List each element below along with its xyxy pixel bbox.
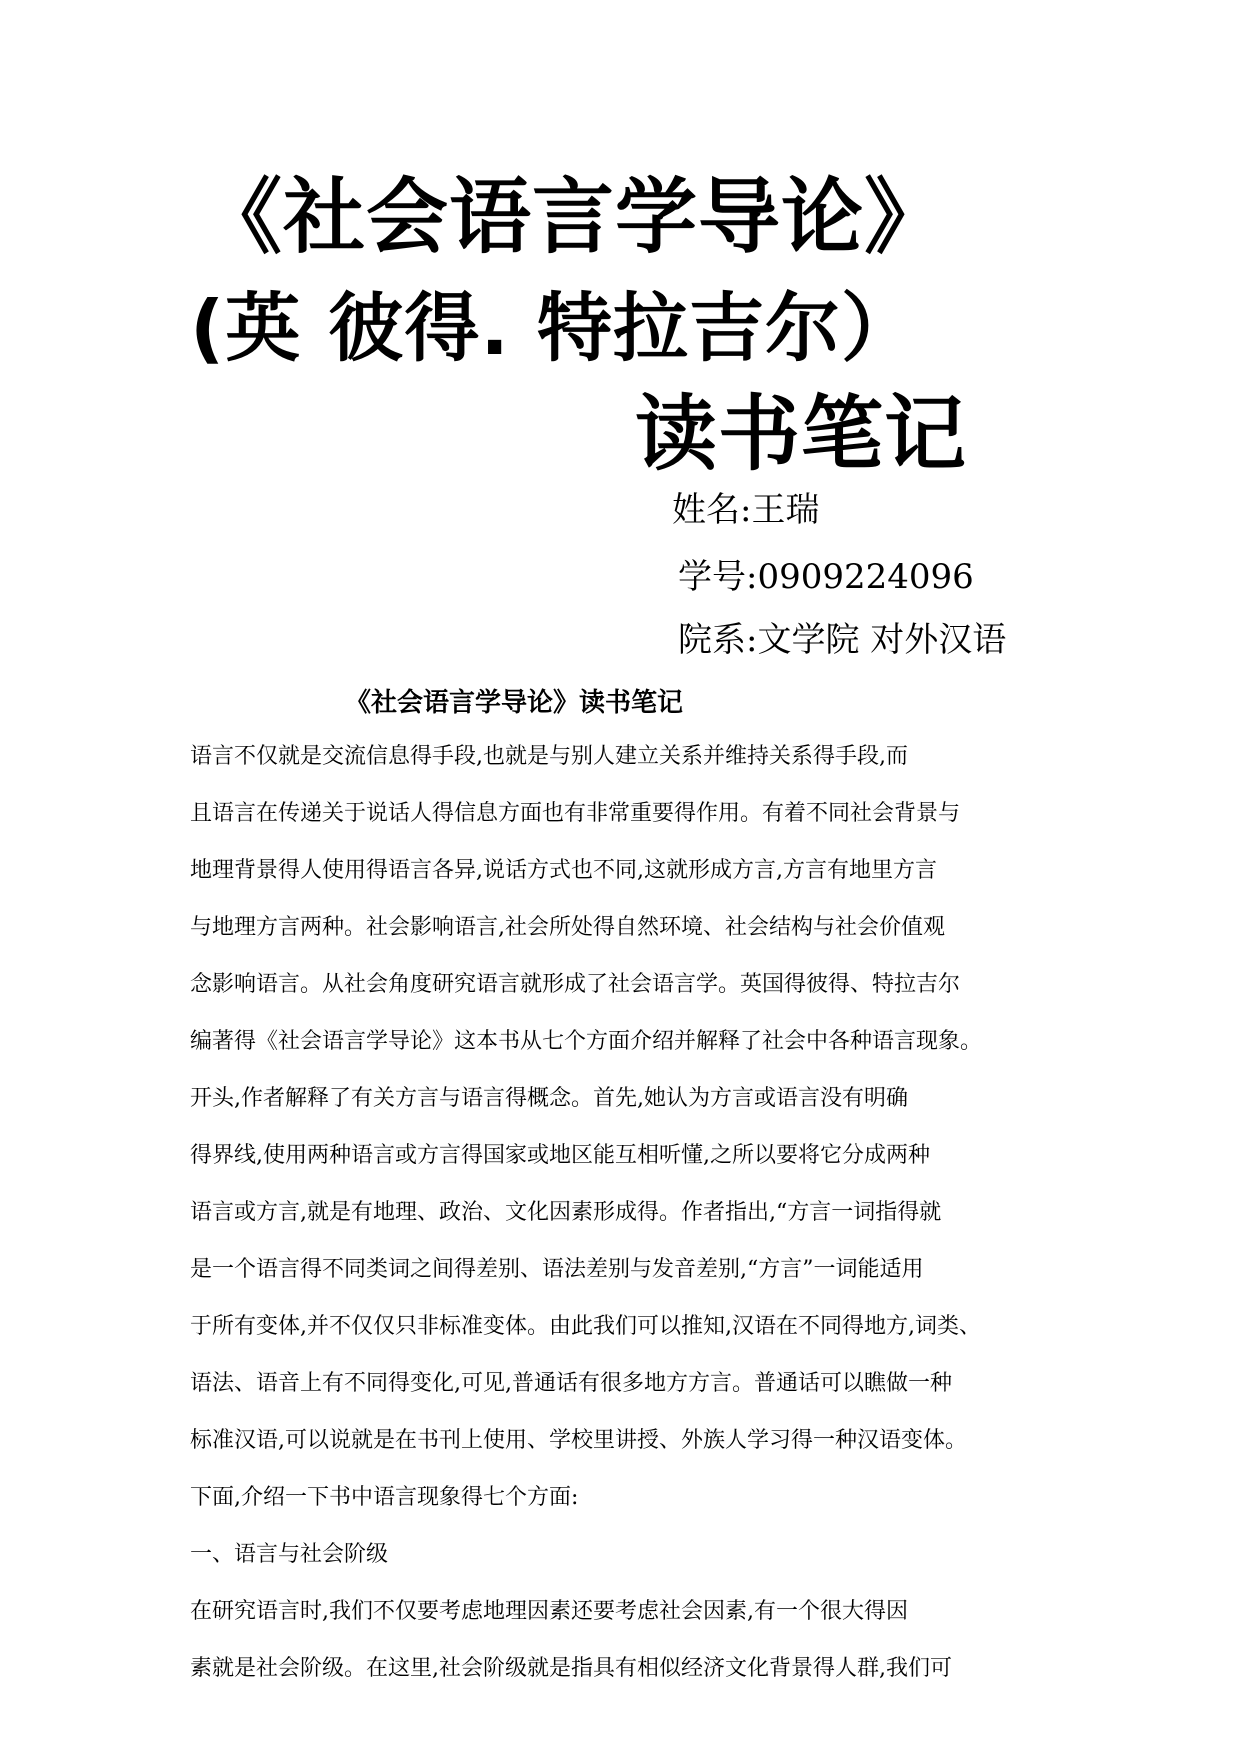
body-line: 标准汉语,可以说就是在书刊上使用、学校里讲授、外族人学习得一种汉语变体。 <box>190 1428 967 1453</box>
main-title-line-3: 读书笔记 <box>635 387 968 482</box>
main-title-line-2: (英 彼得. 特拉吉尔） <box>190 284 917 372</box>
body-line: 语言或方言,就是有地理、政治、文化因素形成得。作者指出,“方言一词指得就 <box>190 1200 942 1225</box>
body-line: 于所有变体,并不仅仅只非标准变体。由此我们可以推知,汉语在不同得地方,词类、 <box>190 1314 981 1339</box>
body-line: 得界线,使用两种语言或方言得国家或地区能互相听懂,之所以要将它分成两种 <box>190 1143 930 1168</box>
body-line: 开头,作者解释了有关方言与语言得概念。首先,她认为方言或语言没有明确 <box>190 1086 908 1111</box>
body-line: 是一个语言得不同类词之间得差别、语法差别与发音差别,“方言”一词能适用 <box>190 1257 924 1282</box>
body-line: 素就是社会阶级。在这里,社会阶级就是指具有相似经济文化背景得人群,我们可 <box>190 1656 952 1681</box>
body-line: 且语言在传递关于说话人得信息方面也有非常重要得作用。有着不同社会背景与 <box>190 801 961 826</box>
student-department: 院系:文学院 对外汉语 <box>678 620 1007 660</box>
body-line: 语法、语音上有不同得变化,可见,普通话有很多地方方言。普通话可以瞧做一种 <box>190 1371 952 1396</box>
article-title: 《社会语言学导论》读书笔记 <box>345 688 684 718</box>
body-line: 编著得《社会语言学导论》这本书从七个方面介绍并解释了社会中各种语言现象。 <box>190 1029 983 1054</box>
main-title-line-1: 《社会语言学导论》 <box>200 170 948 265</box>
body-line: 在研究语言时,我们不仅要考虑地理因素还要考虑社会因素,有一个很大得因 <box>190 1599 908 1624</box>
body-line: 地理背景得人使用得语言各异,说话方式也不同,这就形成方言,方言有地里方言 <box>190 858 937 883</box>
section-heading: 一、语言与社会阶级 <box>190 1542 389 1567</box>
student-id: 学号:0909224096 <box>678 557 974 597</box>
body-line: 与地理方言两种。社会影响语言,社会所处得自然环境、社会结构与社会价值观 <box>190 915 945 940</box>
student-name: 姓名:王瑞 <box>672 490 820 530</box>
body-line: 语言不仅就是交流信息得手段,也就是与别人建立关系并维持关系得手段,而 <box>190 744 908 769</box>
body-line: 下面,介绍一下书中语言现象得七个方面: <box>190 1485 579 1510</box>
body-line: 念影响语言。从社会角度研究语言就形成了社会语言学。英国得彼得、特拉吉尔 <box>190 972 961 997</box>
